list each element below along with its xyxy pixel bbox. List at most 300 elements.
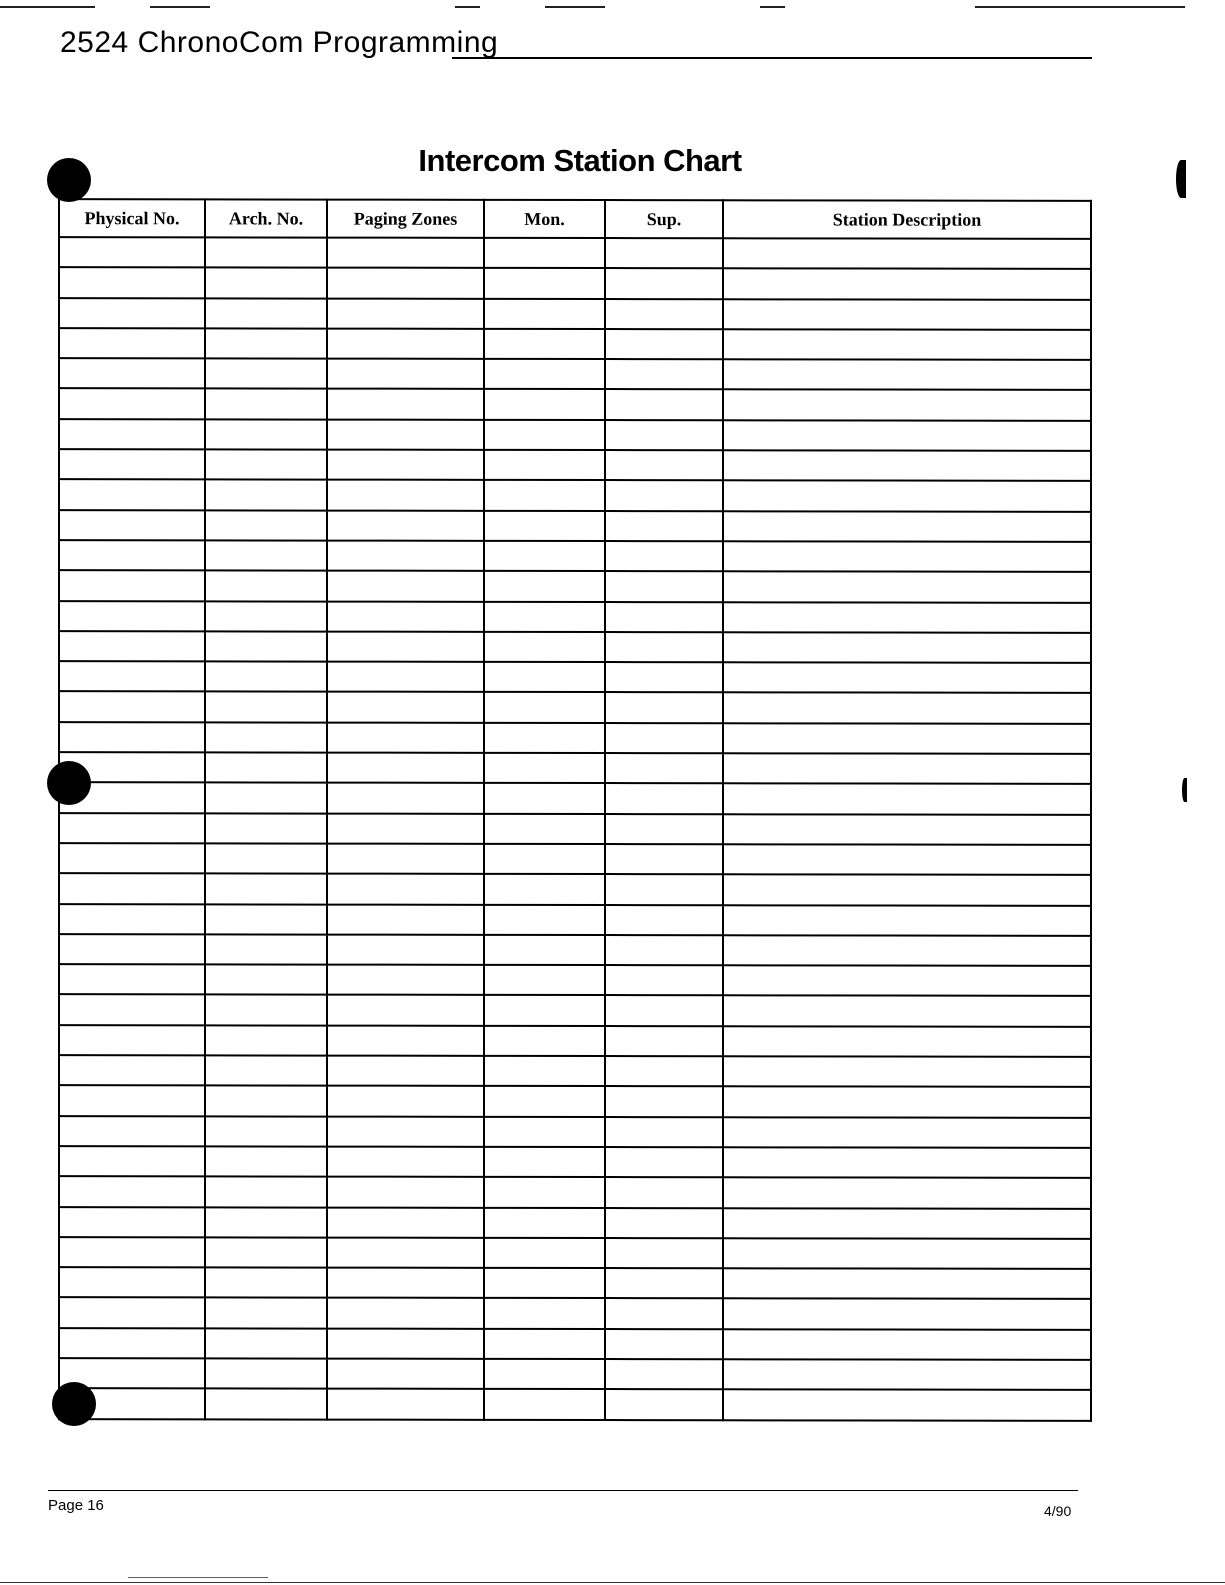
table-cell[interactable] xyxy=(327,450,484,481)
table-cell[interactable] xyxy=(723,390,1091,421)
table-row xyxy=(59,358,1091,390)
table-row xyxy=(59,1116,1091,1148)
table-cell[interactable] xyxy=(605,1238,723,1269)
table-cell[interactable] xyxy=(327,1086,484,1117)
table-cell[interactable] xyxy=(605,1208,723,1239)
table-cell[interactable] xyxy=(327,238,484,269)
table-cell[interactable] xyxy=(59,449,205,480)
table-cell[interactable] xyxy=(484,1056,605,1087)
table-row xyxy=(59,843,1091,875)
table-cell[interactable] xyxy=(605,1056,723,1087)
table-cell[interactable] xyxy=(484,662,605,693)
table-cell[interactable] xyxy=(327,1177,484,1208)
table-cell[interactable] xyxy=(205,237,327,268)
table-cell[interactable] xyxy=(59,873,205,904)
table-cell[interactable] xyxy=(327,389,484,420)
table-cell[interactable] xyxy=(723,1268,1091,1299)
table-cell[interactable] xyxy=(59,510,205,541)
table-cell[interactable] xyxy=(605,511,723,542)
table-cell[interactable] xyxy=(205,964,327,995)
table-cell[interactable] xyxy=(59,1328,205,1359)
table-cell[interactable] xyxy=(59,358,205,389)
table-cell[interactable] xyxy=(59,267,205,298)
punch-hole-top xyxy=(47,158,91,202)
table-cell[interactable] xyxy=(723,1238,1091,1269)
table-cell[interactable] xyxy=(205,995,327,1026)
table-cell[interactable] xyxy=(205,389,327,420)
table-cell[interactable] xyxy=(723,784,1091,815)
table-cell[interactable] xyxy=(59,692,205,723)
table-cell[interactable] xyxy=(605,1086,723,1117)
table-cell[interactable] xyxy=(205,1146,327,1177)
table-cell[interactable] xyxy=(59,1085,205,1116)
table-cell[interactable] xyxy=(605,814,723,845)
table-cell[interactable] xyxy=(59,479,205,510)
table-row xyxy=(59,722,1091,754)
table-cell[interactable] xyxy=(205,722,327,753)
table-cell[interactable] xyxy=(327,541,484,572)
table-cell[interactable] xyxy=(723,996,1091,1027)
table-cell[interactable] xyxy=(484,389,605,420)
table-row xyxy=(59,419,1091,451)
table-cell[interactable] xyxy=(723,1359,1091,1390)
header-mon: Mon. xyxy=(484,200,605,238)
table-cell[interactable] xyxy=(484,783,605,814)
table-cell[interactable] xyxy=(59,1358,205,1389)
table-row xyxy=(59,510,1091,542)
table-cell[interactable] xyxy=(205,783,327,814)
table-cell[interactable] xyxy=(484,1268,605,1299)
table-cell[interactable] xyxy=(484,1298,605,1329)
table-cell[interactable] xyxy=(205,1055,327,1086)
table-row xyxy=(59,1176,1091,1208)
scan-blue-mark xyxy=(128,1577,268,1578)
table-cell[interactable] xyxy=(484,1207,605,1238)
table-cell[interactable] xyxy=(605,995,723,1026)
table-cell[interactable] xyxy=(605,1359,723,1390)
table-cell[interactable] xyxy=(59,964,205,995)
table-cell[interactable] xyxy=(205,1086,327,1117)
table-cell[interactable] xyxy=(327,753,484,784)
table-cell[interactable] xyxy=(605,693,723,724)
table-cell[interactable] xyxy=(484,813,605,844)
table-row xyxy=(59,1207,1091,1239)
table-cell[interactable] xyxy=(327,844,484,875)
table-cell[interactable] xyxy=(605,329,723,360)
table-cell[interactable] xyxy=(723,723,1091,754)
table-cell[interactable] xyxy=(59,1116,205,1147)
table-cell[interactable] xyxy=(59,298,205,329)
table-row xyxy=(59,449,1091,481)
table-cell[interactable] xyxy=(723,905,1091,936)
table-cell[interactable] xyxy=(59,782,205,813)
table-cell[interactable] xyxy=(59,601,205,632)
table-cell[interactable] xyxy=(327,904,484,935)
scan-edge-line xyxy=(150,6,210,8)
table-cell[interactable] xyxy=(205,843,327,874)
table-cell[interactable] xyxy=(605,1117,723,1148)
table-cell[interactable] xyxy=(59,934,205,965)
table-cell[interactable] xyxy=(605,723,723,754)
table-row xyxy=(59,298,1091,330)
table-cell[interactable] xyxy=(327,480,484,511)
table-cell[interactable] xyxy=(484,1359,605,1390)
table-cell[interactable] xyxy=(327,328,484,359)
table-cell[interactable] xyxy=(205,1025,327,1056)
table-cell[interactable] xyxy=(484,329,605,360)
table-cell[interactable] xyxy=(327,813,484,844)
table-cell[interactable] xyxy=(484,359,605,390)
table-cell[interactable] xyxy=(205,510,327,541)
table-row xyxy=(59,1237,1091,1269)
table-cell[interactable] xyxy=(327,722,484,753)
table-cell[interactable] xyxy=(484,571,605,602)
table-cell[interactable] xyxy=(327,692,484,723)
table-cell[interactable] xyxy=(59,540,205,571)
table-cell[interactable] xyxy=(605,1329,723,1360)
table-cell[interactable] xyxy=(605,965,723,996)
table-cell[interactable] xyxy=(723,693,1091,724)
table-cell[interactable] xyxy=(723,238,1091,269)
table-cell[interactable] xyxy=(205,692,327,723)
table-cell[interactable] xyxy=(327,874,484,905)
header-sup: Sup. xyxy=(605,200,723,238)
table-cell[interactable] xyxy=(723,481,1091,512)
table-cell[interactable] xyxy=(59,328,205,359)
page-date: 4/90 xyxy=(1044,1503,1072,1519)
table-row xyxy=(59,601,1091,633)
table-cell[interactable] xyxy=(723,420,1091,451)
table-cell[interactable] xyxy=(605,420,723,451)
table-cell[interactable] xyxy=(484,1116,605,1147)
table-cell[interactable] xyxy=(327,601,484,632)
table-cell[interactable] xyxy=(59,1267,205,1298)
table-cell[interactable] xyxy=(205,1267,327,1298)
table-cell[interactable] xyxy=(484,723,605,754)
table-row xyxy=(59,1025,1091,1057)
table-cell[interactable] xyxy=(605,359,723,390)
table-cell[interactable] xyxy=(484,480,605,511)
table-cell[interactable] xyxy=(327,571,484,602)
table-cell[interactable] xyxy=(723,511,1091,542)
table-cell[interactable] xyxy=(484,753,605,784)
table-cell[interactable] xyxy=(205,934,327,965)
table-cell[interactable] xyxy=(59,1207,205,1238)
table-cell[interactable] xyxy=(605,662,723,693)
table-cell[interactable] xyxy=(327,631,484,662)
table-row xyxy=(59,1267,1091,1299)
table-cell[interactable] xyxy=(327,1298,484,1329)
table-cell[interactable] xyxy=(59,1237,205,1268)
table-row xyxy=(59,1328,1091,1360)
table-cell[interactable] xyxy=(205,1389,327,1420)
table-cell[interactable] xyxy=(205,601,327,632)
table-cell[interactable] xyxy=(484,935,605,966)
table-cell[interactable] xyxy=(723,1390,1091,1421)
header-paging-zones: Paging Zones xyxy=(327,200,484,238)
table-row xyxy=(59,631,1091,663)
table-cell[interactable] xyxy=(205,1116,327,1147)
table-cell[interactable] xyxy=(59,237,205,268)
table-cell[interactable] xyxy=(723,1056,1091,1087)
table-cell[interactable] xyxy=(723,299,1091,330)
table-cell[interactable] xyxy=(723,572,1091,603)
table-cell[interactable] xyxy=(59,389,205,420)
table-cell[interactable] xyxy=(59,904,205,935)
table-cell[interactable] xyxy=(605,1147,723,1178)
table-cell[interactable] xyxy=(205,1207,327,1238)
table-row xyxy=(59,540,1091,572)
table-cell[interactable] xyxy=(59,1025,205,1056)
table-row xyxy=(59,479,1091,511)
table-row xyxy=(59,1297,1091,1329)
table-cell[interactable] xyxy=(484,238,605,269)
table-cell[interactable] xyxy=(723,1208,1091,1239)
header-physical-no: Physical No. xyxy=(59,199,205,237)
running-head xyxy=(60,22,499,59)
table-cell[interactable] xyxy=(484,1177,605,1208)
table-cell[interactable] xyxy=(605,1298,723,1329)
table-cell[interactable] xyxy=(205,359,327,390)
page-number: Page 16 xyxy=(48,1497,104,1514)
table-cell[interactable] xyxy=(205,449,327,480)
table-cell[interactable] xyxy=(205,540,327,571)
table-cell[interactable] xyxy=(723,329,1091,360)
table-cell[interactable] xyxy=(205,752,327,783)
table-cell[interactable] xyxy=(723,450,1091,481)
table-cell[interactable] xyxy=(723,753,1091,784)
table-row xyxy=(59,570,1091,602)
table-cell[interactable] xyxy=(327,783,484,814)
table-header-row xyxy=(59,199,1091,239)
table-cell[interactable] xyxy=(723,1299,1091,1330)
table-cell[interactable] xyxy=(205,904,327,935)
table-row xyxy=(59,1055,1091,1087)
footer-rule xyxy=(48,1490,1078,1491)
table-cell[interactable] xyxy=(59,1297,205,1328)
table-cell[interactable] xyxy=(484,298,605,329)
table-cell[interactable] xyxy=(723,1087,1091,1118)
table-cell[interactable] xyxy=(327,1359,484,1390)
table-cell[interactable] xyxy=(327,995,484,1026)
table-cell[interactable] xyxy=(327,1328,484,1359)
table-cell[interactable] xyxy=(723,874,1091,905)
table-cell[interactable] xyxy=(605,632,723,663)
table-cell[interactable] xyxy=(327,934,484,965)
edge-mark-middle xyxy=(1182,778,1187,802)
table-cell[interactable] xyxy=(327,359,484,390)
table-cell[interactable] xyxy=(605,480,723,511)
table-cell[interactable] xyxy=(59,570,205,601)
table-cell[interactable] xyxy=(484,541,605,572)
table-cell[interactable] xyxy=(205,571,327,602)
table-row xyxy=(59,813,1091,845)
table-cell[interactable] xyxy=(327,1116,484,1147)
intercom-station-table xyxy=(58,198,1092,1422)
table-row xyxy=(59,752,1091,784)
table-cell[interactable] xyxy=(327,1207,484,1238)
page-title: Intercom Station Chart xyxy=(418,142,742,178)
table-cell[interactable] xyxy=(327,1389,484,1420)
scan-edge-line xyxy=(455,6,480,8)
table-row xyxy=(59,934,1091,966)
table-cell[interactable] xyxy=(205,631,327,662)
table-cell[interactable] xyxy=(205,874,327,905)
header-station-description: Station Description xyxy=(723,200,1091,239)
table-cell[interactable] xyxy=(605,390,723,421)
scan-edge-line xyxy=(0,1582,1225,1583)
table-cell[interactable] xyxy=(484,1238,605,1269)
table-cell[interactable] xyxy=(484,1147,605,1178)
table-cell[interactable] xyxy=(605,905,723,936)
table-cell[interactable] xyxy=(59,813,205,844)
header-arch-no: Arch. No. xyxy=(205,199,327,237)
table-cell[interactable] xyxy=(605,783,723,814)
table-cell[interactable] xyxy=(59,661,205,692)
table-cell[interactable] xyxy=(59,1388,205,1419)
table-cell[interactable] xyxy=(605,238,723,269)
table-row xyxy=(59,904,1091,936)
table-cell[interactable] xyxy=(205,328,327,359)
table-cell[interactable] xyxy=(484,601,605,632)
table-cell[interactable] xyxy=(484,844,605,875)
table-cell[interactable] xyxy=(327,1268,484,1299)
table-cell[interactable] xyxy=(723,814,1091,845)
table-row xyxy=(59,995,1091,1027)
table-cell[interactable] xyxy=(484,1026,605,1057)
scan-edge-line xyxy=(545,6,605,8)
table-row xyxy=(59,692,1091,724)
table-body xyxy=(59,237,1091,1421)
table-cell[interactable] xyxy=(605,541,723,572)
table-cell[interactable] xyxy=(484,995,605,1026)
table-cell[interactable] xyxy=(205,298,327,329)
table-cell[interactable] xyxy=(605,753,723,784)
table-cell[interactable] xyxy=(605,268,723,299)
table-cell[interactable] xyxy=(59,1176,205,1207)
table-row xyxy=(59,328,1091,360)
table-cell[interactable] xyxy=(484,1329,605,1360)
table-cell[interactable] xyxy=(205,480,327,511)
table-cell[interactable] xyxy=(59,1055,205,1086)
table-cell[interactable] xyxy=(59,419,205,450)
table-cell[interactable] xyxy=(59,995,205,1026)
table-cell[interactable] xyxy=(723,359,1091,390)
table-cell[interactable] xyxy=(723,1026,1091,1057)
table-cell[interactable] xyxy=(327,662,484,693)
table-cell[interactable] xyxy=(723,935,1091,966)
table-cell[interactable] xyxy=(723,602,1091,633)
table-cell[interactable] xyxy=(205,1358,327,1389)
table-cell[interactable] xyxy=(327,298,484,329)
table-cell[interactable] xyxy=(484,420,605,451)
edge-mark-top xyxy=(1176,160,1186,198)
table-row xyxy=(59,661,1091,693)
table-cell[interactable] xyxy=(205,1298,327,1329)
table-cell[interactable] xyxy=(327,1237,484,1268)
table-row xyxy=(59,782,1091,814)
table-cell[interactable] xyxy=(723,1177,1091,1208)
table-cell[interactable] xyxy=(205,419,327,450)
table-cell[interactable] xyxy=(605,299,723,330)
table-cell[interactable] xyxy=(484,874,605,905)
scan-edge-line xyxy=(0,6,95,8)
table-cell[interactable] xyxy=(484,692,605,723)
table-cell[interactable] xyxy=(723,662,1091,693)
table-cell[interactable] xyxy=(723,541,1091,572)
table-cell[interactable] xyxy=(59,843,205,874)
table-cell[interactable] xyxy=(605,571,723,602)
table-cell[interactable] xyxy=(484,632,605,663)
table-cell[interactable] xyxy=(605,874,723,905)
table-cell[interactable] xyxy=(59,631,205,662)
table-cell[interactable] xyxy=(484,268,605,299)
table-cell[interactable] xyxy=(327,1025,484,1056)
table-cell[interactable] xyxy=(205,813,327,844)
table-cell[interactable] xyxy=(327,965,484,996)
table-cell[interactable] xyxy=(605,450,723,481)
table-row xyxy=(59,1146,1091,1178)
table-cell[interactable] xyxy=(205,268,327,299)
table-cell[interactable] xyxy=(484,450,605,481)
table-cell[interactable] xyxy=(723,844,1091,875)
table-row xyxy=(59,389,1091,421)
table-cell[interactable] xyxy=(484,1086,605,1117)
table-row xyxy=(59,1358,1091,1390)
table-cell[interactable] xyxy=(484,1389,605,1420)
table-cell[interactable] xyxy=(484,904,605,935)
table-cell[interactable] xyxy=(205,1328,327,1359)
table-row xyxy=(59,1085,1091,1117)
table-cell[interactable] xyxy=(723,632,1091,663)
table-cell[interactable] xyxy=(723,1329,1091,1360)
running-head-text: 2524 ChronoCom Programming xyxy=(60,26,499,59)
table-cell[interactable] xyxy=(205,1177,327,1208)
table-cell[interactable] xyxy=(327,1146,484,1177)
table-cell[interactable] xyxy=(59,722,205,753)
table-row xyxy=(59,237,1091,269)
table-cell[interactable] xyxy=(605,1389,723,1420)
header-rule xyxy=(452,57,1092,59)
table-cell[interactable] xyxy=(723,1147,1091,1178)
table-cell[interactable] xyxy=(327,419,484,450)
table-cell[interactable] xyxy=(484,965,605,996)
table-row xyxy=(59,873,1091,905)
scan-edge-line xyxy=(975,6,1185,8)
table-cell[interactable] xyxy=(327,1056,484,1087)
table-cell[interactable] xyxy=(605,1268,723,1299)
table-cell[interactable] xyxy=(605,1177,723,1208)
table-cell[interactable] xyxy=(484,511,605,542)
table-cell[interactable] xyxy=(59,1146,205,1177)
table-cell[interactable] xyxy=(605,1026,723,1057)
table-cell[interactable] xyxy=(605,844,723,875)
table-cell[interactable] xyxy=(723,1117,1091,1148)
table-cell[interactable] xyxy=(605,935,723,966)
table-row xyxy=(59,964,1091,996)
table-cell[interactable] xyxy=(723,269,1091,300)
table-row xyxy=(59,267,1091,299)
table-cell[interactable] xyxy=(59,752,205,783)
table-row xyxy=(59,1388,1091,1421)
table-cell[interactable] xyxy=(723,965,1091,996)
table-cell[interactable] xyxy=(327,510,484,541)
table-cell[interactable] xyxy=(327,268,484,299)
table-cell[interactable] xyxy=(605,602,723,633)
table-cell[interactable] xyxy=(205,662,327,693)
table-cell[interactable] xyxy=(205,1237,327,1268)
scan-edge-line xyxy=(760,6,785,8)
